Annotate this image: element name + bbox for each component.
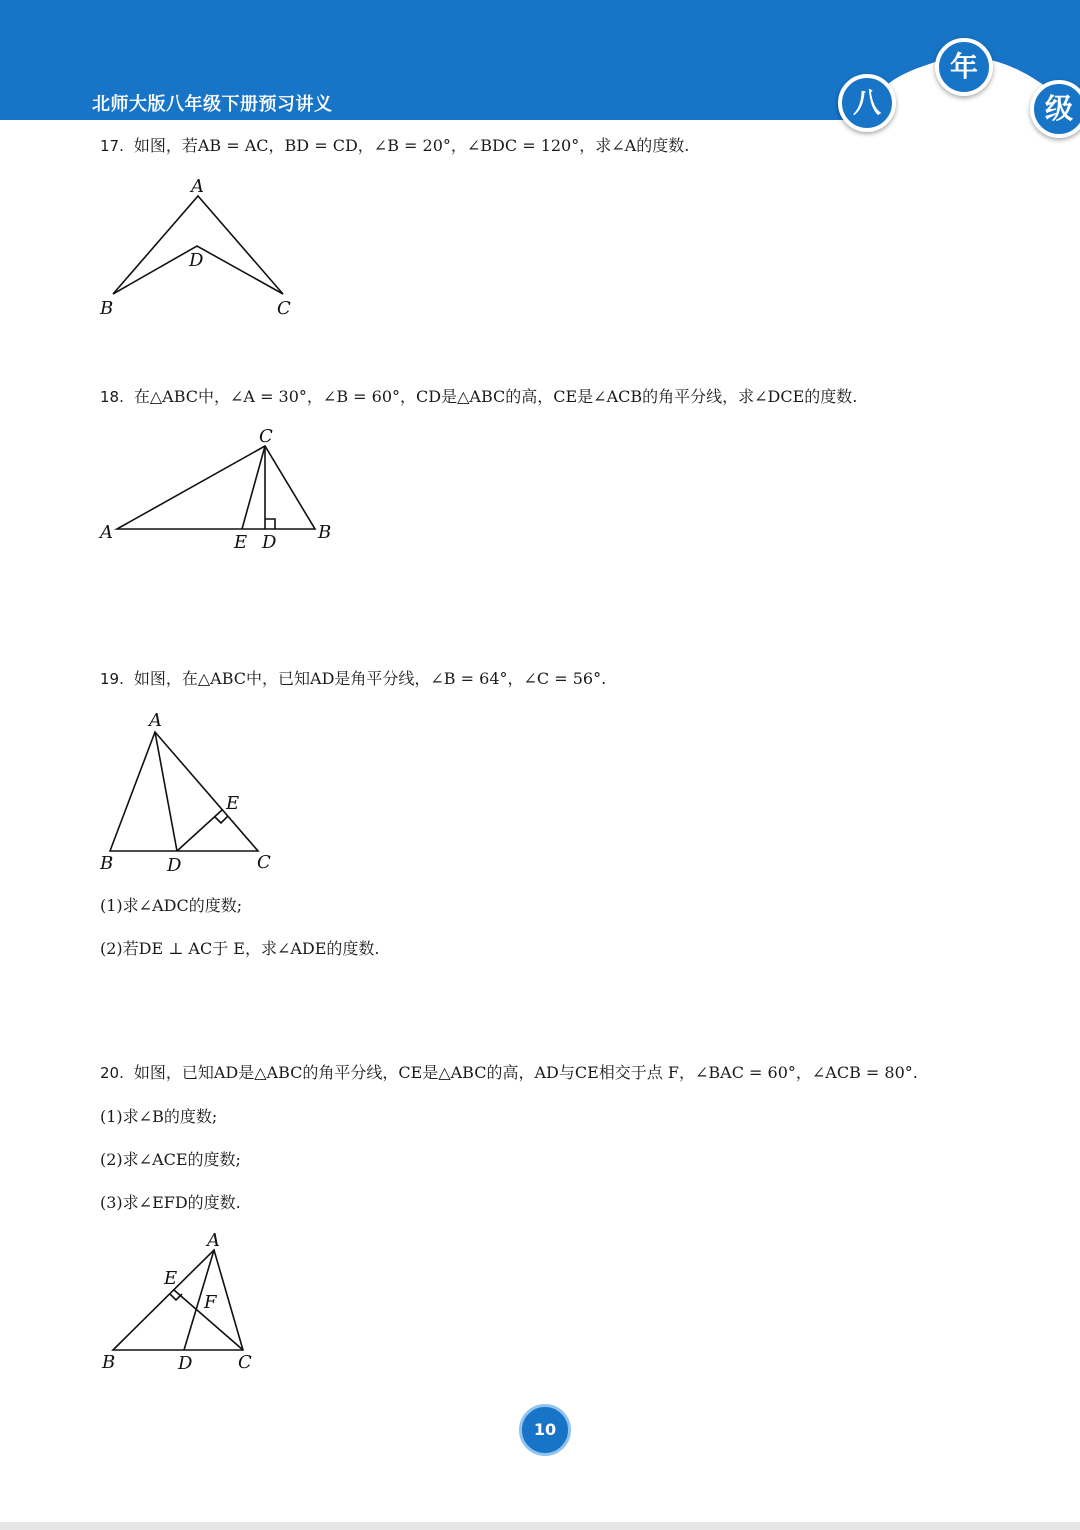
question-number: 20. bbox=[100, 1064, 124, 1082]
book-title: 北师大版八年级下册预习讲义 bbox=[92, 94, 333, 115]
label-D: D bbox=[262, 532, 277, 553]
question-19-part-2: (2)若DE ⊥ AC于 E，求∠ADE的度数. bbox=[100, 939, 380, 958]
label-B: B bbox=[318, 522, 332, 543]
question-20-part-2: (2)求∠ACE的度数; bbox=[100, 1150, 241, 1169]
label-A: A bbox=[191, 176, 204, 197]
question-19-part-1: (1)求∠ADC的度数; bbox=[100, 896, 243, 915]
question-17 bbox=[100, 135, 689, 157]
figure-17 bbox=[95, 172, 315, 322]
question-text: 如图，在△ABC中，已知AD是角平分线，∠B = 64°，∠C = 56°. bbox=[133, 669, 607, 688]
label-B: B bbox=[102, 1352, 116, 1373]
question-text: 如图，若AB = AC，BD = CD，∠B = 20°，∠BDC = 120°，求∠A的度数. bbox=[133, 136, 690, 155]
grade-badge-ji: 级 bbox=[1030, 80, 1080, 138]
bottom-edge bbox=[0, 1522, 1080, 1530]
question-text: 如图，已知AD是△ABC的角平分线，CE是△ABC的高，AD与CE相交于点 F，∠BAC = 60°，∠ACB = 80°. bbox=[133, 1063, 918, 1082]
label-C: C bbox=[259, 426, 273, 447]
label-A: A bbox=[100, 522, 113, 543]
grade-badge-ba: 八 bbox=[838, 74, 896, 132]
page-header bbox=[0, 0, 1080, 140]
question-number: 17. bbox=[100, 137, 124, 155]
label-E: E bbox=[226, 793, 240, 814]
question-number: 18. bbox=[100, 388, 124, 406]
label-D: D bbox=[178, 1353, 193, 1374]
question-20 bbox=[100, 1062, 918, 1084]
label-C: C bbox=[277, 298, 291, 319]
label-D: D bbox=[167, 855, 182, 876]
figure-19 bbox=[95, 705, 295, 880]
question-18 bbox=[100, 386, 857, 408]
label-E: E bbox=[234, 532, 248, 553]
label-C: C bbox=[257, 852, 271, 873]
grade-badge-nian: 年 bbox=[935, 38, 993, 96]
question-20-part-1: (1)求∠B的度数; bbox=[100, 1107, 218, 1126]
header-banner bbox=[0, 0, 1080, 140]
question-text: 在△ABC中，∠A = 30°，∠B = 60°，CD是△ABC的高，CE是∠ACB的角平分线，求∠DCE的度数. bbox=[133, 387, 858, 406]
label-A: A bbox=[207, 1230, 220, 1251]
figure-20 bbox=[95, 1228, 275, 1378]
question-19 bbox=[100, 668, 606, 690]
label-C: C bbox=[238, 1352, 252, 1373]
label-F: F bbox=[204, 1292, 217, 1313]
label-B: B bbox=[100, 853, 114, 874]
label-B: B bbox=[100, 298, 114, 319]
label-A: A bbox=[149, 710, 162, 731]
page-number: 10 bbox=[519, 1404, 571, 1456]
label-D: D bbox=[189, 250, 204, 271]
question-20-part-3: (3)求∠EFD的度数. bbox=[100, 1193, 241, 1212]
question-number: 19. bbox=[100, 670, 124, 688]
figure-18 bbox=[95, 422, 355, 557]
label-E: E bbox=[164, 1268, 178, 1289]
